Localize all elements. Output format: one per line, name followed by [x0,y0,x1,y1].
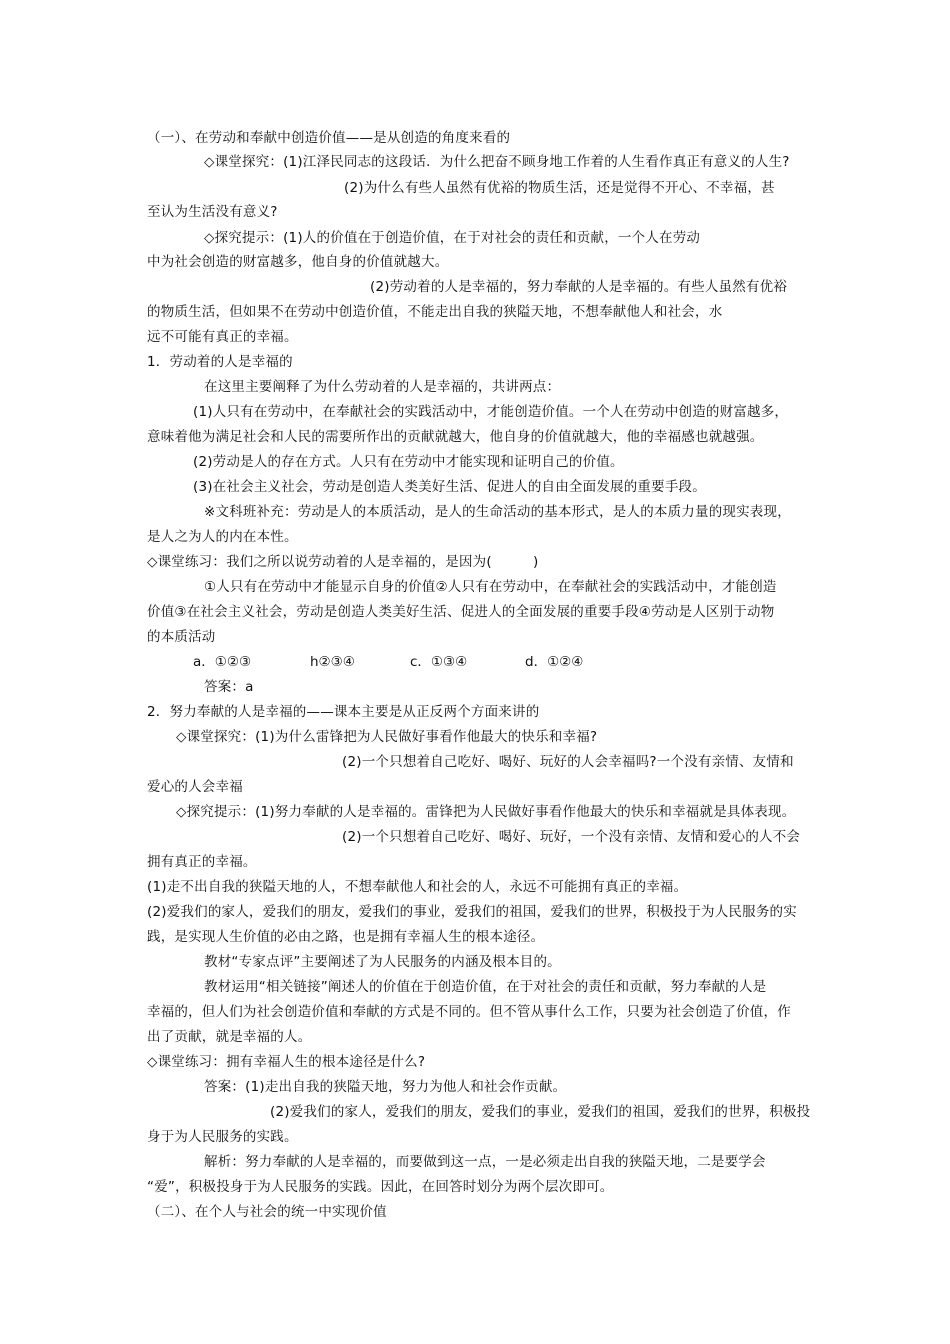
text-line: 教材“专家点评”主要阐述了为人民服务的内涵及根本目的。 [204,954,561,970]
text-line: 意味着他为满足社会和人民的需要所作出的贡献就越大，他自身的价值就越大，他的幸福感也就越强。 [147,429,764,445]
text-line: “爱”，积极投身于为人民服务的实践。因此，在回答时划分为两个层次即可。 [147,1179,614,1195]
option-c: c．①③④ [410,654,468,670]
answer-line: 答案：(1)走出自我的狭隘天地，努力为他人和社会作贡献。 [204,1079,567,1095]
text-line: 身于为人民服务的实践。 [147,1129,298,1145]
text-line: 的本质活动 [147,629,216,645]
text-line: (2)劳动是人的存在方式。人只有在劳动中才能实现和证明自己的价值。 [193,454,624,470]
text-line: 拥有真正的幸福。 [147,854,257,870]
text-line: (2)爱我们的家人，爱我们的朋友，爱我们的事业，爱我们的祖国，爱我们的世界，积极投 [270,1104,811,1120]
text-line: 价值③在社会主义社会，劳动是创造人类美好生活、促进人的全面发展的重要手段④劳动是人区别于动物 [147,604,775,620]
text-line: (1)走不出自我的狭隘天地的人，不想奉献他人和社会的人，永远不可能拥有真正的幸福。 [147,879,688,895]
answer-line: 答案：a [204,679,254,695]
text-line: (2)劳动着的人是幸福的，努力奉献的人是幸福的。有些人虽然有优裕 [370,279,788,295]
option-a: a．①②③ [193,654,252,670]
option-d: d．①②④ [525,654,584,670]
subsection-heading-2: 2．努力奉献的人是幸福的——课本主要是从正反两个方面来讲的 [147,704,540,720]
text-line: 远不可能有真正的幸福。 [147,329,298,345]
option-b: h②③④ [310,654,355,670]
text-line: 幸福的，但人们为社会创造价值和奉献的方式是不同的。但不管从事什么工作，只要为社会创造了价值，作 [147,1004,791,1020]
text-line: 爱心的人会幸福 [147,779,243,795]
text-line: (2)爱我们的家人，爱我们的朋友，爱我们的事业，爱我们的祖国，爱我们的世界，积极投于为人民服务的实 [147,904,797,920]
text-line: 是人之为人的内在本性。 [147,529,298,545]
exercise-question: ◇课堂练习：我们之所以说劳动着的人是幸福的，是因为( ) [147,554,539,570]
text-line: (2)为什么有些人虽然有优裕的物质生活，还是觉得不开心、不幸福，甚 [344,180,775,196]
text-line: (3)在社会主义社会，劳动是创造人类美好生活、促进人的自由全面发展的重要手段。 [193,479,706,495]
text-line: ◇探究提示：(1)人的价值在于创造价值，在于对社会的责任和贡献，一个人在劳动 [204,230,701,246]
section-heading-2: （二）、在个人与社会的统一中实现价值 [147,1204,387,1220]
text-line: ※文科班补充：劳动是人的本质活动，是人的生命活动的基本形式，是人的本质力量的现实表现， [204,504,791,520]
text-line: 在这里主要阐释了为什么劳动着的人是幸福的，共讲两点： [204,379,561,395]
text-line: ◇课堂探究：(1)江泽民同志的这段话．为什么把奋不顾身地工作着的人生看作真正有意义的人生? [204,154,790,170]
text-line: ①人只有在劳动中才能显示自身的价值②人只有在劳动中，在奉献社会的实践活动中，才能创造 [204,579,777,595]
subsection-heading-1: 1．劳动着的人是幸福的 [147,354,293,370]
analysis-line: 解析：努力奉献的人是幸福的，而要做到这一点，一是必须走出自我的狭隘天地，二是要学会 [204,1154,766,1170]
text-line: 出了贡献，就是幸福的人。 [147,1029,312,1045]
text-line: ◇课堂探究：(1)为什么雷锋把为人民做好事看作他最大的快乐和幸福? [176,729,598,745]
text-line: (1)人只有在劳动中，在奉献社会的实践活动中，才能创造价值。一个人在劳动中创造的财富越多， [193,404,789,420]
text-line: 践，是实现人生价值的必由之路，也是拥有幸福人生的根本途径。 [147,929,545,945]
text-line: 教材运用“相关链接”阐述人的价值在于创造价值，在于对社会的责任和贡献，努力奉献的人是 [204,979,767,995]
text-line: ◇探究提示：(1)努力奉献的人是幸福的。雷锋把为人民做好事看作他最大的快乐和幸福就是具体表现。 [176,804,796,820]
exercise-question: ◇课堂练习：拥有幸福人生的根本途径是什么? [147,1054,426,1070]
text-line: (2)一个只想着自己吃好、喝好、玩好的人会幸福吗?一个没有亲情、友情和 [342,754,794,770]
text-line: (2)一个只想着自己吃好、喝好、玩好，一个没有亲情、友情和爱心的人不会 [342,829,801,845]
text-line: 中为社会创造的财富越多，他自身的价值就越大。 [147,254,449,270]
section-heading-1: （一）、在劳动和奉献中创造价值——是从创造的角度来看的 [147,130,511,146]
text-line: 的物质生活，但如果不在劳动中创造价值，不能走出自我的狭隘天地，不想奉献他人和社会，水 [147,304,723,320]
text-line: 至认为生活没有意义? [147,204,278,220]
